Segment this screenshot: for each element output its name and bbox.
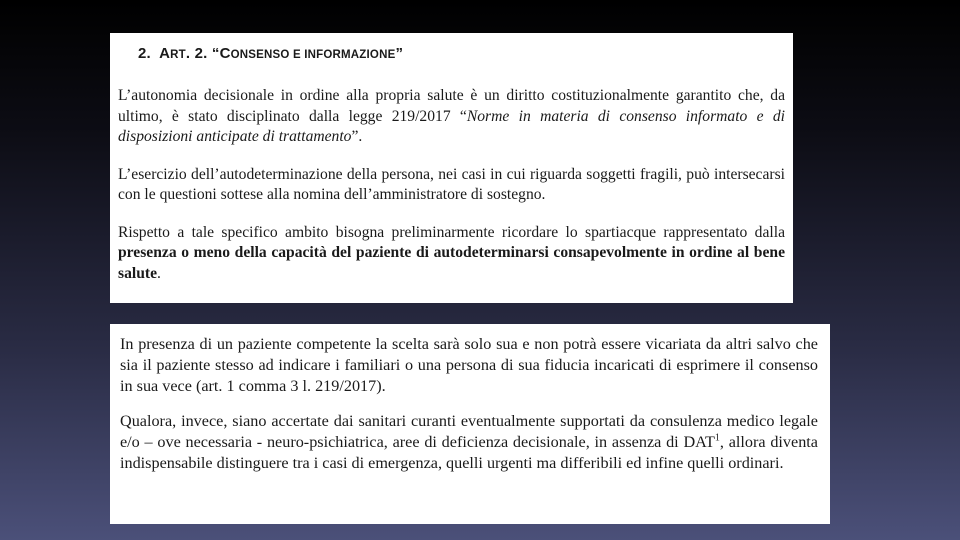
paragraph-autonomia-end: ”.	[351, 128, 363, 145]
section-heading	[138, 41, 785, 62]
heading-close-quote: ”	[395, 45, 404, 62]
paragraph-rispetto-bold: presenza o meno della capacità del paziente di autodeterminarsi consapevolmente in ordine al bene salute	[118, 244, 785, 282]
paragraph-rispetto-end: .	[156, 264, 161, 282]
heading-title-onsenso: ONSENSO	[230, 49, 290, 61]
paragraph-qualora-end: , allora diventa indispensabile distinguere tra i casi di emergenza, quelli urgenti ma differibili ed infine quelli ordinari.	[120, 433, 818, 472]
paragraph-rispetto	[118, 223, 785, 285]
footnote-marker: 1	[714, 432, 720, 444]
document-excerpt-bottom	[110, 324, 830, 524]
paragraph-qualora	[120, 411, 818, 474]
heading-title-rest: E INFORMAZIONE	[289, 49, 396, 61]
law-title-italic: Norme in materia di consenso informato e di disposizioni anticipate di trattamento	[118, 107, 785, 145]
heading-number: 2.	[138, 45, 151, 62]
heading-title-initial: C	[219, 45, 231, 62]
paragraph-rispetto-text: Rispetto a tale specifico ambito bisogna preliminarmente ricordare lo spartiacque rappresentato dalla	[118, 223, 785, 241]
heading-art-rest: RT	[170, 49, 186, 61]
paragraph-esercizio	[118, 165, 785, 206]
paragraph-autonomia-text: L’autonomia decisionale in ordine alla propria salute è un diritto costituzionalmente garantito che, da ultimo, è stato disciplinato dalla legge 219/2017 “	[118, 87, 785, 125]
heading-art-initial: A	[159, 45, 171, 62]
paragraph-paziente-competente-text: In presenza di un paziente competente la scelta sarà solo sua e non potrà essere vicariata da altri salvo che sia il paziente stesso ad indicare i familiari o una persona di sua fiducia incaricati di esprimere il consenso in sua vece (art. 1 comma 3 l. 219/2017).	[120, 335, 818, 395]
paragraph-autonomia	[118, 86, 785, 148]
paragraph-paziente-competente	[120, 334, 818, 397]
paragraph-qualora-text: Qualora, invece, siano accertate dai sanitari curanti eventualmente supportati da consulenza medico legale e/o – ove necessaria - neuro-psichiatrica, aree di deficienza decisionale, in assenza di DAT	[120, 412, 818, 451]
heading-art-number: . 2. “	[185, 45, 220, 62]
paragraph-esercizio-text: L’esercizio dell’autodeterminazione della persona, nei casi in cui riguarda soggetti fragili, può intersecarsi con le questioni sottese alla nomina dell’amministratore di sostegno.	[118, 165, 785, 203]
document-excerpt-top	[110, 33, 793, 303]
